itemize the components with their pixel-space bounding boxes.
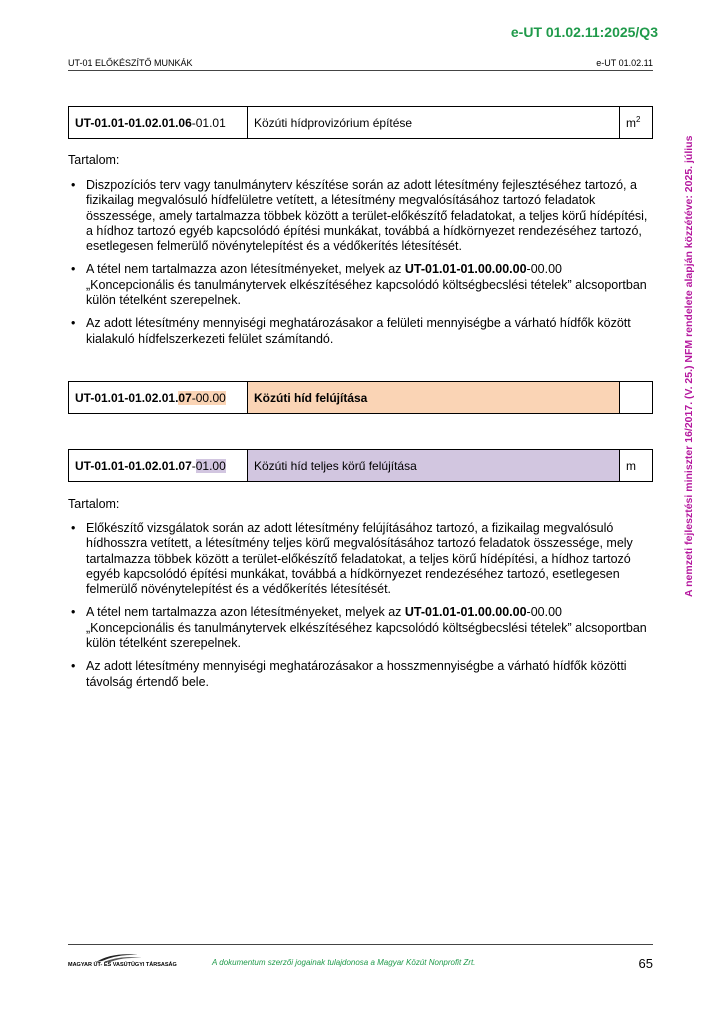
item-unit <box>620 382 653 414</box>
item-code: UT-01.01-01.02.01.06-01.01 <box>69 107 248 139</box>
content-bullet-list <box>68 521 653 698</box>
chapter-title: UT-01 ELŐKÉSZÍTŐ MUNKÁK <box>68 58 193 68</box>
item-table-hidprovizorium <box>68 106 653 139</box>
item-title: Közúti híd felújítása <box>248 382 620 414</box>
item-code: UT-01.01-01.02.01.07-01.00 <box>69 450 248 482</box>
item-code: UT-01.01-01.02.01.07-00.00 <box>69 382 248 414</box>
item-title: Közúti hídprovizórium építése <box>248 107 620 139</box>
side-publication-note: A nemzeti fejlesztési miniszter 16/2017. (V. 25.) NFM rendelete alapján közzétéve: 2025. július <box>683 135 695 597</box>
list-item: • Az adott létesítmény mennyiségi meghatározásakor a felületi mennyiségbe a várható hídfők között kialakuló hídfelszerkezeti felület számítandó. <box>68 316 653 347</box>
list-item: • Diszpozíciós terv vagy tanulmányterv készítése során az adott létesítmény fejlesztéséhez tartozó, a fizikailag megvalósuló hídfelületre vetített, a létesítmény megvalósításához tartozó feladatok összessége, amely tartalmazza többek között a terület-előkészítő feladatokat, a teljes körű hídépítési, a hídhoz tartozó egyéb kapcsolódó építési munkákat, továbbá a hídkörnyezet rendezéséhez tartozó, esetlegesen felmerülő növénytelepítést és a védőkerítés létesítését. <box>68 178 653 254</box>
content-label: Tartalom: <box>68 497 120 511</box>
item-table-hid-felujitas <box>68 381 653 414</box>
list-item: • Előkészítő vizsgálatok során az adott létesítmény felújításához tartozó, a fizikailag megvalósuló hídhosszra vetített, a létesítmény teljes körű megvalósításához tartozó feladatok összessége, mely tartalmazza többek között a terület-előkészítő feladatokat, a teljes körű hídépítési, a hídhoz tartozó egyéb kapcsolódó építési munkákat, továbbá a hídkörnyezet rendezéséhez tartozó, esetlegesen felmerülő növénytelepítést és a védőkerítés létesítését. <box>68 521 653 597</box>
header-divider <box>68 70 653 71</box>
item-table-teljes-felujitas <box>68 449 653 482</box>
copyright-notice: A dokumentum szerzői jogainak tulajdonosa a Magyar Közút Nonprofit Zrt. <box>212 958 476 967</box>
footer-divider <box>68 944 653 945</box>
item-unit: $m^2$ <box>620 107 653 139</box>
header-doc-code: e-UT 01.02.11 <box>596 58 653 68</box>
content-label: Tartalom: <box>68 153 120 167</box>
list-item: • A tétel nem tartalmazza azon létesítményeket, melyek az UT-01.01-01.00.00.00-00.00 „Koncepcionális és tanulmánytervek elkészítéséhez kapcsolódó költségbecslési tételek” alcsoportban külön tételként szerepelnek. <box>68 605 653 651</box>
document-code: e-UT 01.02.11:2025/Q3 <box>510 24 658 40</box>
association-name: MAGYAR ÚT- ÉS VASÚTÜGYI TÁRSASÁG <box>68 962 177 968</box>
item-unit: m <box>620 450 653 482</box>
list-item: • Az adott létesítmény mennyiségi meghatározásakor a hosszmennyiségbe a várható hídfők közötti távolság értendő bele. <box>68 659 653 690</box>
content-bullet-list <box>68 178 653 355</box>
page-number: 65 <box>638 956 653 971</box>
item-title: Közúti híd teljes körű felújítása <box>248 450 620 482</box>
list-item: • A tétel nem tartalmazza azon létesítményeket, melyek az UT-01.01-01.00.00.00-00.00 „Koncepcionális és tanulmánytervek elkészítéséhez kapcsolódó költségbecslési tételek” alcsoportban külön tételként szerepelnek. <box>68 262 653 308</box>
